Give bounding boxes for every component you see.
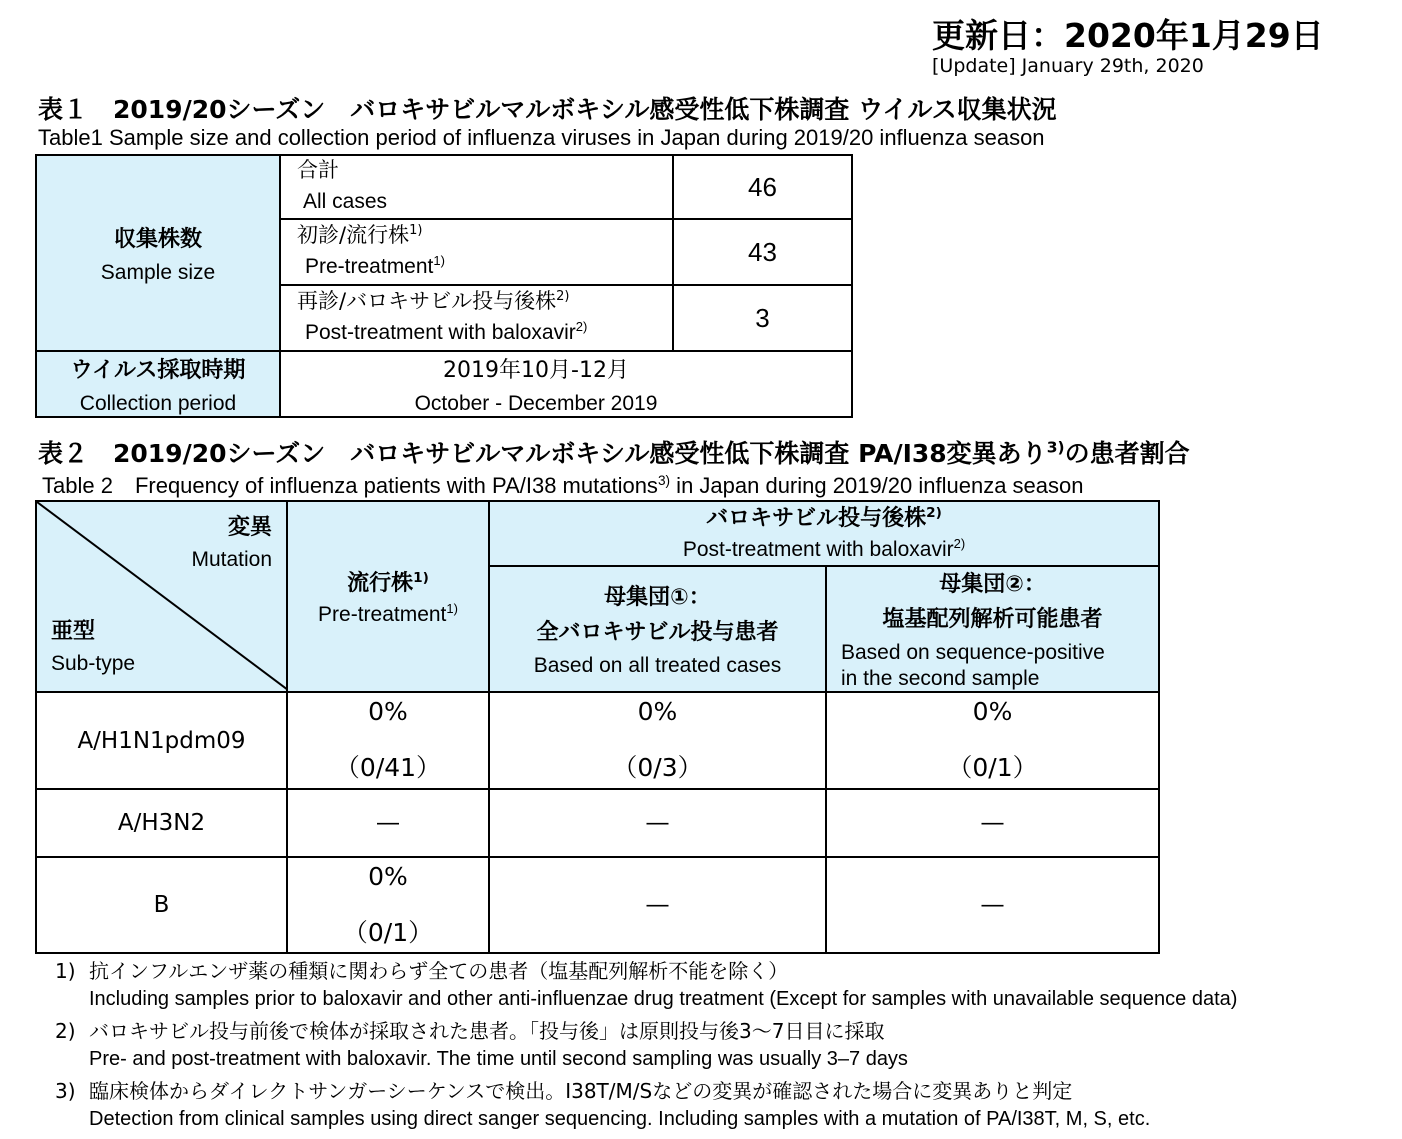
table2-title-jp	[38, 434, 1190, 470]
subtype-cell: A/H1N1pdm09	[36, 692, 287, 789]
pop2-value-cell: ―	[826, 857, 1159, 953]
footnote-en: Detection from clinical samples using direct sanger sequencing. Including samples with a mutation of PA/I38T, M, S, etc.	[89, 1108, 1151, 1130]
pre-value-cell: ―	[287, 789, 489, 857]
update-date-en: [Update] January 29th, 2020	[932, 55, 1204, 77]
table1-title-jp: 表１ 2019/20シーズン バロキサビルマルボキシル感受性低下株調査 ウイルス収集状況	[38, 95, 1057, 124]
footnote	[55, 1015, 908, 1071]
subtype-cell: A/H3N2	[36, 789, 287, 857]
pop1-jp-line2: 全バロキサビル投与患者	[536, 620, 779, 645]
corner-subtype-jp: 亜型	[51, 619, 96, 644]
table2	[35, 500, 1160, 954]
footnote-number: 3)	[55, 1079, 76, 1103]
pop1-jp-line1: 母集団①：	[604, 585, 711, 610]
footnote-ref: 3)	[1046, 438, 1065, 457]
table2-title-en-end: in Japan during 2019/20 influenza season	[670, 473, 1084, 498]
sample-count-cell: 3	[673, 285, 852, 351]
pop1-en: Based on all treated cases	[533, 654, 782, 677]
pre-value-cell	[287, 857, 489, 953]
post-header-jp: バロキサビル投与後株	[706, 506, 927, 531]
footnote-ref: 1)	[433, 253, 445, 269]
sample-row-label	[280, 285, 673, 351]
pct-value: 0%	[368, 861, 408, 891]
footnote-number: 1)	[55, 959, 76, 983]
population1-header	[489, 566, 826, 692]
footnote-jp: 抗インフルエンザ薬の種類に関わらず全ての患者（塩基配列解析不能を除く）	[89, 959, 789, 983]
period-label-jp: ウイルス採取時期	[70, 357, 246, 383]
pop2-en-line2: in the second sample	[841, 667, 1040, 690]
sample-row-label	[280, 219, 673, 285]
table1	[35, 154, 853, 418]
pre-header-jp: 流行株	[347, 571, 414, 596]
pop2-jp-line1: 母集団②：	[939, 572, 1046, 597]
post-header-en: Post-treatment with baloxavir	[682, 538, 954, 561]
footnote-en: Pre- and post-treatment with baloxavir. The time until second sampling was usually 3–7 days	[89, 1048, 908, 1070]
corner-mutation-en: Mutation	[191, 548, 272, 571]
sample-count-cell: 46	[673, 155, 852, 219]
frac-value: （0/41）	[334, 753, 442, 782]
corner-header	[36, 501, 287, 692]
footnote	[55, 1075, 1150, 1131]
pre-treatment-header	[287, 501, 489, 692]
pre-header-en: Pre-treatment	[318, 603, 447, 626]
collection-period-value	[280, 351, 852, 417]
population2-header	[826, 566, 1159, 692]
footnote-ref: 1)	[446, 601, 458, 617]
pop2-en-line1: Based on sequence-positive	[841, 641, 1105, 664]
corner-mutation-jp: 変異	[227, 515, 272, 540]
footnote-ref: 2)	[953, 536, 966, 552]
frac-value: （0/1）	[947, 753, 1038, 782]
pop1-value-cell: ―	[489, 789, 826, 857]
footnote-number: 2)	[55, 1019, 76, 1043]
footnote-jp: 臨床検体からダイレクトサンガーシーケンスで検出。I38T/M/Sなどの変異が確認された場合に変異ありと判定	[89, 1079, 1073, 1103]
table-row	[36, 692, 1159, 789]
footnote-ref: 2)	[556, 289, 570, 305]
pop2-jp-line2: 塩基配列解析可能患者	[882, 607, 1103, 632]
footnote-jp: バロキサビル投与前後で検体が採取された患者。「投与後」は原則投与後3～7日目に採取	[89, 1019, 885, 1043]
table2-title-jp-main: 表２ 2019/20シーズン バロキサビルマルボキシル感受性低下株調査 PA/I38変異あり	[38, 439, 1047, 468]
sample-size-label-jp: 収集株数	[113, 226, 202, 252]
corner-subtype-en: Sub-type	[51, 652, 136, 675]
table-row	[36, 789, 1159, 857]
row-label-en: Pre-treatment	[305, 255, 434, 278]
footnote-en: Including samples prior to baloxavir and other anti-influenzae drug treatment (Except for samples with unavailable sequence data)	[89, 988, 1238, 1010]
period-value-jp: 2019年10月-12月	[443, 357, 629, 383]
subtype-cell: B	[36, 857, 287, 953]
collection-period-header	[36, 351, 280, 417]
table1-title-en: Table1 Sample size and collection period of influenza viruses in Japan during 2019/20 influenza season	[38, 125, 1045, 150]
footnote-ref: 3)	[657, 472, 671, 488]
sample-size-header	[36, 155, 280, 351]
update-date-jp: 更新日：2020年1月29日	[932, 16, 1324, 55]
row-label-en: Post-treatment with baloxavir	[305, 321, 576, 344]
pop2-value-cell: ―	[826, 789, 1159, 857]
table2-title-en	[42, 469, 1084, 500]
footnote	[55, 955, 1237, 1011]
frac-value: （0/3）	[612, 753, 703, 782]
frac-value: （0/1）	[342, 917, 434, 947]
table2-title-jp-end: の患者割合	[1064, 439, 1190, 468]
pre-value-cell	[287, 692, 489, 789]
sample-size-label-en: Sample size	[100, 260, 216, 284]
row-label-jp: 合計	[297, 158, 339, 182]
footnote-ref: 1)	[409, 223, 423, 239]
pop1-value-cell	[489, 692, 826, 789]
footnote-ref: 1)	[413, 569, 429, 586]
pct-value: 0%	[637, 697, 678, 726]
pop2-value-cell	[826, 692, 1159, 789]
pop1-value-cell: ―	[489, 857, 826, 953]
footnote-ref: 2)	[926, 504, 942, 521]
table-row	[36, 857, 1159, 953]
post-treatment-header	[489, 501, 1159, 566]
row-label-jp: 初診/流行株	[297, 223, 410, 247]
table2-title-en-main: Table 2 Frequency of influenza patients with PA/I38 mutations	[42, 473, 658, 498]
pct-value: 0%	[972, 697, 1013, 726]
row-label-en: All cases	[303, 190, 388, 213]
pct-value: 0%	[368, 697, 408, 726]
footnote-ref: 2)	[575, 319, 588, 335]
row-label-jp: 再診/バロキサビル投与後株	[297, 289, 557, 313]
period-label-en: Collection period	[79, 391, 237, 415]
sample-row-label	[280, 155, 673, 219]
sample-count-cell: 43	[673, 219, 852, 285]
period-value-en: October - December 2019	[414, 391, 658, 415]
